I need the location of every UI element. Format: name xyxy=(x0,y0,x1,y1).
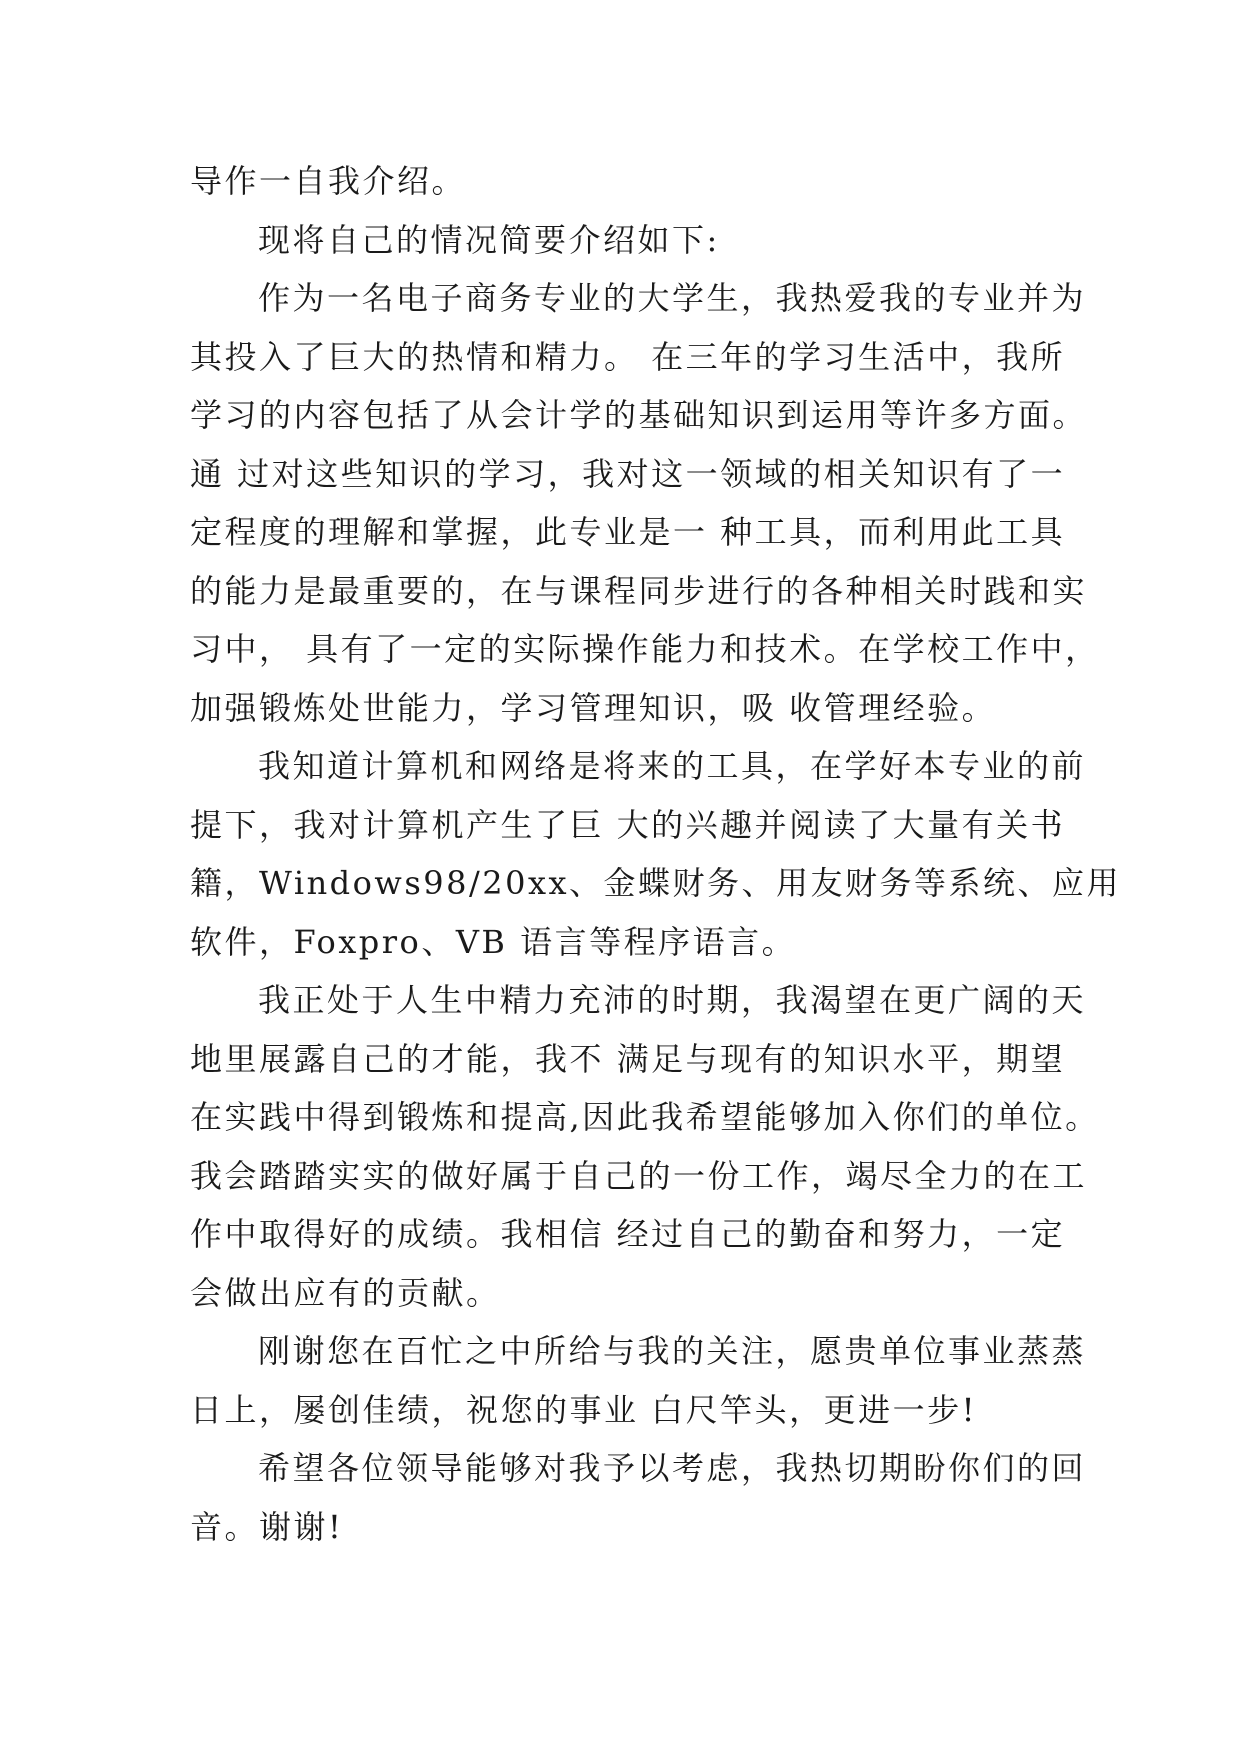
paragraph-start-line: 作为一名电子商务专业的大学生，我热爱我的专业并为 xyxy=(258,279,1087,317)
text-line: 会做出应有的贡献。 xyxy=(190,1273,501,1312)
text-line: 籍，Windows98/20xx、金蝶财务、用友财务等系统、应用 xyxy=(190,864,1122,902)
paragraph-start-line: 现将自己的情况简要介绍如下: xyxy=(258,220,720,259)
paragraph-start-line: 我正处于人生中精力充沛的时期，我渴望在更广阔的天 xyxy=(258,981,1087,1019)
text-line: 地里展露自己的才能，我不 满足与现有的知识水平，期望 xyxy=(190,1039,1066,1078)
text-line: 在实践中得到锻炼和提高,因此我希望能够加入你们的单位。 xyxy=(190,1098,1100,1136)
text-line: 提下，我对计算机产生了巨 大的兴趣并阅读了大量有关书 xyxy=(190,805,1066,844)
text-line: 加强锻炼处世能力，学习管理知识，吸 收管理经验。 xyxy=(190,688,997,727)
text-line: 我会踏踏实实的做好属于自己的一份工作，竭尽全力的在工 xyxy=(190,1156,1088,1195)
text-line: 其投入了巨大的热情和精力。 在三年的学习生活中，我所 xyxy=(190,337,1066,376)
text-line: 通 过对这些知识的学习，我对这一领域的相关知识有了一 xyxy=(190,454,1066,493)
text-line: 音。谢谢! xyxy=(190,1507,344,1546)
text-line: 学习的内容包括了从会计学的基础知识到运用等许多方面。 xyxy=(190,396,1088,434)
letter-body xyxy=(190,152,1122,1556)
text-line: 定程度的理解和掌握，此专业是一 种工具，而利用此工具 xyxy=(190,513,1066,551)
text-line: 习中， 具有了一定的实际操作能力和技术。在学校工作中， xyxy=(190,630,1100,668)
text-line: 日上，屡创佳绩，祝您的事业 白尺竿头，更进一步! xyxy=(190,1390,978,1429)
paragraph-start-line: 希望各位领导能够对我予以考虑，我热切期盼你们的回 xyxy=(258,1449,1087,1487)
paragraph-start-line: 我知道计算机和网络是将来的工具，在学好本专业的前 xyxy=(258,747,1087,785)
text-line: 导作一自我介绍。 xyxy=(190,162,467,200)
paragraph-start-line: 刚谢您在百忙之中所给与我的关注，愿贵单位事业蒸蒸 xyxy=(258,1332,1087,1370)
text-line: 软件，Foxpro、VB 语言等程序语言。 xyxy=(190,922,797,961)
text-line: 作中取得好的成绩。我相信 经过自己的勤奋和努力，一定 xyxy=(190,1215,1066,1253)
text-line: 的能力是最重要的，在与课程同步进行的各种相关时践和实 xyxy=(190,571,1088,610)
